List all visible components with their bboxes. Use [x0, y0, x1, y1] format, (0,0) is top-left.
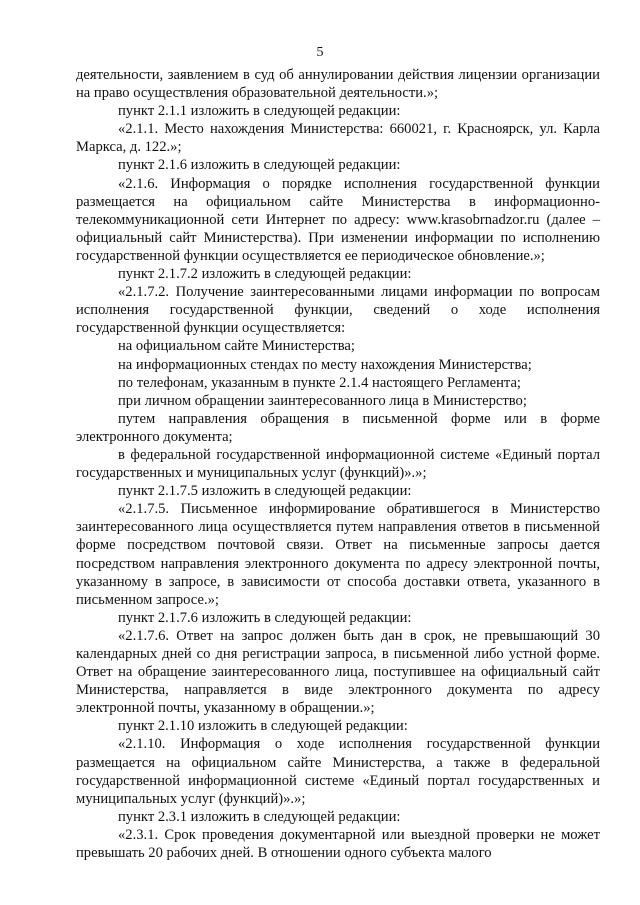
paragraph-item-2-1-10-heading: пункт 2.1.10 изложить в следующей редакции: — [118, 718, 408, 735]
paragraph-item-2-1-1-text: «2.1.1. Место нахождения Министерства: 660021, г. Красноярск, ул. Карла Маркса, д. 122.»; — [76, 121, 600, 156]
list-item-personal-visit: при личном обращении заинтересованного лица в Министерство; — [118, 392, 527, 409]
list-item-phones: по телефонам, указанным в пункте 2.1.4 настоящего Регламента; — [118, 374, 521, 391]
paragraph-item-2-1-1-heading: пункт 2.1.1 изложить в следующей редакции: — [118, 103, 401, 120]
paragraph-item-2-1-7-2-text: «2.1.7.2. Получение заинтересованными лицами информации по вопросам исполнения государственной функции, сведений о ходе исполнения государственной функции осуществляется: — [76, 284, 600, 337]
paragraph-item-2-3-1-text: «2.3.1. Срок проведения документарной или выездной проверки не может превышать 20 рабочих дней. В отношении одного субъекта малого — [76, 826, 600, 862]
list-item-official-site: на официальном сайте Министерства; — [118, 338, 355, 355]
paragraph-item-2-1-6-text: «2.1.6. Информация о порядке исполнения государственной функции размещается на официальном сайте Министерства в информационно-телекоммуникационной сети Интернет по адресу: www.krasobrnadzor.ru (далее – официальный сайт Министерства). При изменении информации по исполнению государственной функции осуществляется ее периодическое обновление.»; — [76, 175, 600, 264]
paragraph-license-continuation: деятельности, заявлением в суд об аннулировании действия лицензии организации на право осуществления образовательной деятельности.»; — [76, 67, 600, 102]
paragraph-item-2-1-6-heading: пункт 2.1.6 изложить в следующей редакции: — [118, 157, 401, 174]
paragraph-item-2-1-7-5-text: «2.1.7.5. Письменное информирование обратившегося в Министерство заинтересованного лица осуществляется путем направления ответов в письменной форме посредством почтовой связи. Ответ на письменные запросы дается посредством направления электронного документа по адресу электронной почты, указанному в запросе, в зависимости от способа доставки ответа, указанного в письменном запросе.»; — [76, 501, 600, 608]
paragraph-item-2-1-10-text: «2.1.10. Информация о ходе исполнения государственной функции размещается на официальном сайте Министерства, а также в федеральной государственной информационной системе «Единый портал государственных и муниципальных услуг (функций)».»; — [76, 736, 600, 807]
list-item-written-request: путем направления обращения в письменной форме или в форме электронного документа; — [76, 410, 600, 445]
paragraph-item-2-1-7-6-heading: пункт 2.1.7.6 изложить в следующей редакции: — [118, 609, 412, 626]
list-item-info-stands: на информационных стендах по месту нахождения Министерства; — [118, 356, 532, 373]
page-number: 5 — [316, 45, 324, 60]
paragraph-item-2-1-7-5-heading: пункт 2.1.7.5 изложить в следующей редакции: — [118, 483, 412, 500]
document-body — [76, 66, 600, 862]
paragraph-item-2-1-7-6-text: «2.1.7.6. Ответ на запрос должен быть дан в срок, не превышающий 30 календарных дней со дня регистрации запроса, в письменной либо устной форме. Ответ на обращение заинтересованного лица, поступившее на официальный сайт Министерства, направляется в виде электронного документа по адресу электронной почты, указанному в обращении.»; — [76, 627, 600, 717]
paragraph-item-2-3-1-heading: пункт 2.3.1 изложить в следующей редакции: — [118, 808, 401, 825]
paragraph-item-2-1-7-2-heading: пункт 2.1.7.2 изложить в следующей редакции: — [118, 266, 412, 283]
list-item-federal-portal: в федеральной государственной информационной системе «Единый портал государственных и муниципальных услуг (функций)».»; — [76, 446, 600, 482]
